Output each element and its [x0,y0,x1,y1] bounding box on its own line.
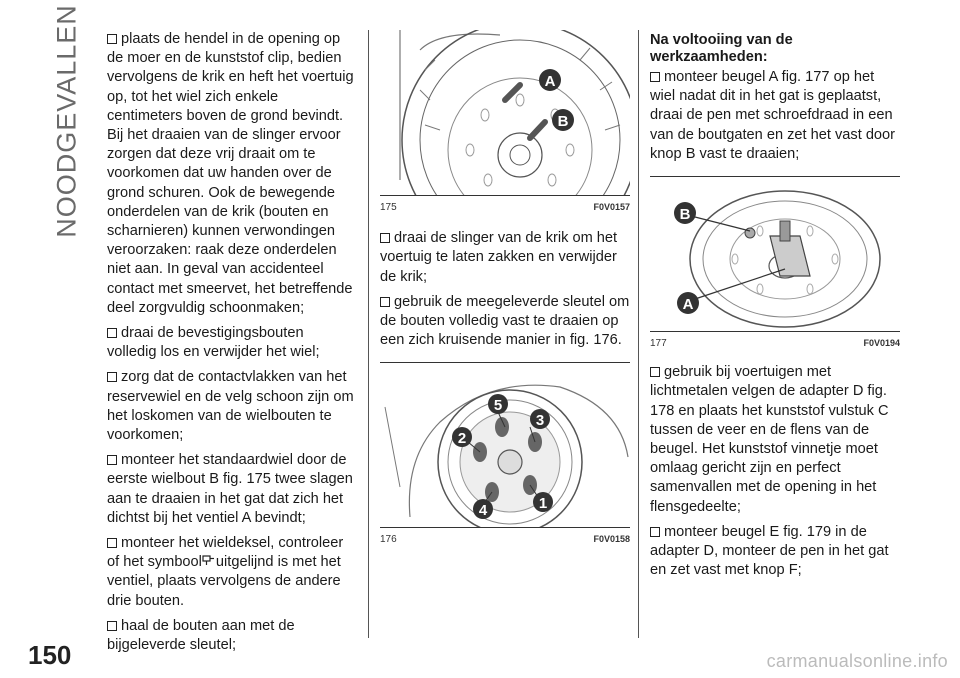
callout-4: 4 [478,502,488,520]
checkbox-bullet-icon [107,34,117,44]
callout-3: 3 [535,412,545,430]
svg-text:A: A [682,296,694,314]
list-item: monteer het standaardwiel door de eerste wielbout B fig. 175 twee slagen aan te draaien in het gat dat zich het dichtst bij het ventiel A bevindt; [107,452,353,526]
svg-text:B: B [679,206,691,224]
list-item: draai de bevestigingsbouten volledig los en verwijder het wiel; [107,325,320,361]
callout-5: 5 [493,397,503,415]
callout-1: 1 [538,495,548,513]
list-item: haal de bouten aan met de bijgeleverde sleutel; [107,617,295,654]
wheel-mounting-illustration [380,30,630,195]
section-heading: Na voltooiing van de werkzaamheden: [650,32,793,65]
checkbox-bullet-icon [107,455,117,465]
column-divider [638,30,639,638]
list-item: zorg dat de contactvlakken van het reservewiel en de velg schoon zijn om het loskomen van de wielbouten te voorkomen; [107,369,354,444]
figure-175 [380,30,630,217]
list-item: gebruik de meegeleverde sleutel om de bouten volledig vast te draaien op een zich kruisende manier in fig. 176. [380,293,630,349]
checkbox-bullet-icon [107,372,117,382]
list-item: gebruik bij voertuigen met lichtmetalen velgen de adapter D fig. 178 en plaats het kunststof vulstuk C tussen de veer en de flens van de beugel. Het kunststof vinnetje moet omlaag gericht zijn en perfect samenvallen met de opening in het flensgedeelte; [650,364,889,515]
figure-caption: 177 F0V0194 [650,331,900,353]
bracket-mounting-illustration [650,181,900,331]
list-item: draai de slinger van de krik om het voertuig te laten zakken en verwijder de krik; [380,230,618,285]
list-item: monteer beugel A fig. 177 op het wiel nadat dit in het gat is geplaatst, draai de pen met schroefdraad in een van de boutgaten en zet het vast door knop B vast te draaien; [650,69,896,162]
list-item: monteer het wieldeksel, controleer of het symbool uitgelijnd is met het ventiel, plaats vervolgens de andere drie bouten. [107,535,344,609]
watermark: carmanualsonline.info [766,651,948,671]
figure-caption: 176 F0V0158 [380,527,630,549]
callout-2: 2 [457,430,467,448]
checkbox-bullet-icon [107,538,117,548]
valve-symbol-icon [202,553,216,572]
column-2 [380,30,630,550]
checkbox-bullet-icon [107,621,117,631]
checkbox-bullet-icon [380,297,390,307]
list-item: monteer beugel E fig. 179 in de adapter D, monteer de pen in het gat en zet vast met knop F; [650,523,889,579]
figure-177 [650,176,900,353]
column-3 [650,32,900,586]
checkbox-bullet-icon [650,527,660,537]
page-number: 150 [28,640,72,670]
column-divider [368,30,369,638]
checkbox-bullet-icon [380,233,390,243]
figure-176 [380,362,630,549]
checkbox-bullet-icon [650,72,660,82]
checkbox-bullet-icon [107,328,117,338]
figure-caption: 175 F0V0157 [380,195,630,217]
list-item: plaats de hendel in de opening op de moer en de kunststof clip, bedien vervolgens de krik en heft het voertuig op, tot het wiel zich enkele centimeters boven de grond bevindt. Bij het draaien van de slinger ervoor zorgen dat deze vrij draait om te voorkomen dat uw handen over de grond schuren. Ook de bewegende onderdelen van de krik (bouten en scharnieren) kunnen verwondingen veroorzaken: raak deze onderdelen niet aan. In geval van accidenteel contact met smeervet, het betreffende deel zorgvuldig schoonmaken; [107,31,354,316]
checkbox-bullet-icon [650,367,660,377]
section-side-label: NOODGEVALLEN [51,4,82,238]
bolt-tightening-illustration [380,367,630,527]
svg-text:A: A [544,73,556,90]
column-1 [107,30,357,661]
svg-text:B: B [557,113,569,130]
